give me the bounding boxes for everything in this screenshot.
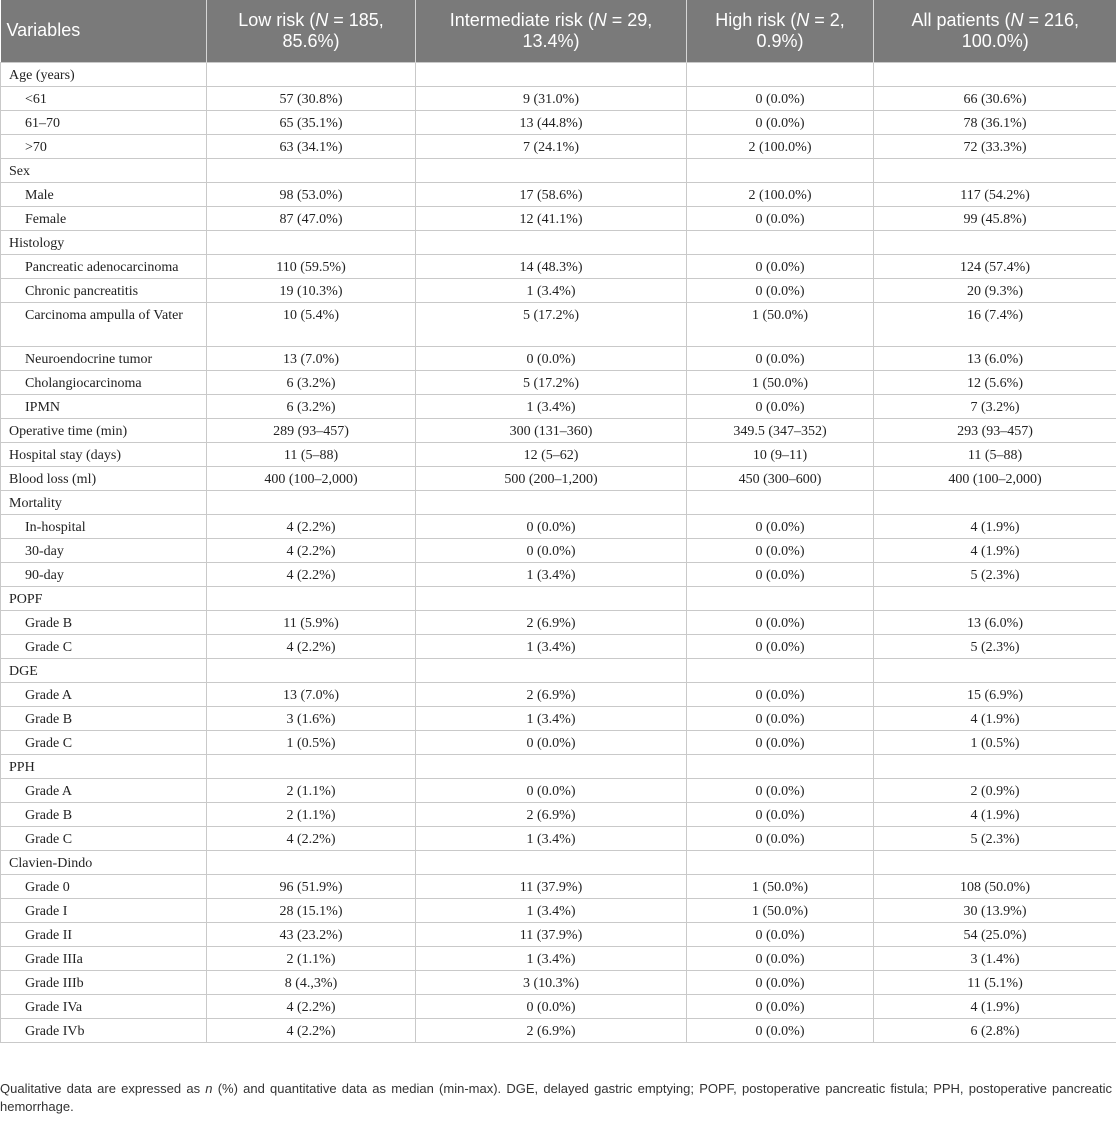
table-row bbox=[1, 254, 1116, 278]
table-row bbox=[1, 826, 1116, 850]
value-cell bbox=[207, 158, 416, 182]
value-cell: 1 (50.0%) bbox=[687, 370, 874, 394]
value-cell: 4 (2.2%) bbox=[207, 1018, 416, 1042]
value-cell bbox=[416, 158, 687, 182]
value-cell: 30 (13.9%) bbox=[874, 898, 1116, 922]
value-cell: 65 (35.1%) bbox=[207, 110, 416, 134]
value-cell: 5 (2.3%) bbox=[874, 826, 1116, 850]
value-cell: 2 (1.1%) bbox=[207, 802, 416, 826]
row-label: Grade C bbox=[1, 826, 207, 850]
row-label: Male bbox=[1, 182, 207, 206]
value-cell: 4 (2.2%) bbox=[207, 562, 416, 586]
value-cell bbox=[207, 230, 416, 254]
value-cell bbox=[416, 62, 687, 86]
value-cell: 0 (0.0%) bbox=[416, 538, 687, 562]
table-row bbox=[1, 418, 1116, 442]
value-cell bbox=[687, 586, 874, 610]
table-row bbox=[1, 538, 1116, 562]
value-cell: 289 (93–457) bbox=[207, 418, 416, 442]
value-cell bbox=[207, 62, 416, 86]
value-cell: 99 (45.8%) bbox=[874, 206, 1116, 230]
value-cell: 0 (0.0%) bbox=[687, 994, 874, 1018]
table-row bbox=[1, 206, 1116, 230]
value-cell: 5 (17.2%) bbox=[416, 370, 687, 394]
value-cell: 0 (0.0%) bbox=[687, 610, 874, 634]
table-row bbox=[1, 874, 1116, 898]
value-cell: 11 (5.9%) bbox=[207, 610, 416, 634]
value-cell: 0 (0.0%) bbox=[687, 682, 874, 706]
value-cell: 72 (33.3%) bbox=[874, 134, 1116, 158]
table-row bbox=[1, 230, 1116, 254]
value-cell: 11 (5–88) bbox=[207, 442, 416, 466]
row-label: Grade A bbox=[1, 682, 207, 706]
value-cell: 400 (100–2,000) bbox=[874, 466, 1116, 490]
value-cell: 0 (0.0%) bbox=[416, 346, 687, 370]
row-label: DGE bbox=[1, 658, 207, 682]
value-cell: 110 (59.5%) bbox=[207, 254, 416, 278]
table-row bbox=[1, 946, 1116, 970]
row-label: Cholangiocarcinoma bbox=[1, 370, 207, 394]
value-cell: 0 (0.0%) bbox=[687, 778, 874, 802]
table-row bbox=[1, 610, 1116, 634]
row-label: PPH bbox=[1, 754, 207, 778]
value-cell: 1 (3.4%) bbox=[416, 946, 687, 970]
value-cell: 0 (0.0%) bbox=[687, 1018, 874, 1042]
value-cell: 1 (3.4%) bbox=[416, 562, 687, 586]
table-row bbox=[1, 970, 1116, 994]
value-cell: 4 (1.9%) bbox=[874, 802, 1116, 826]
value-cell: 87 (47.0%) bbox=[207, 206, 416, 230]
value-cell: 1 (3.4%) bbox=[416, 826, 687, 850]
value-cell bbox=[874, 586, 1116, 610]
value-cell: 4 (1.9%) bbox=[874, 538, 1116, 562]
row-label: Grade C bbox=[1, 730, 207, 754]
table-row bbox=[1, 658, 1116, 682]
header-low-risk: Low risk (N = 185, 85.6%) bbox=[207, 0, 416, 62]
value-cell: 0 (0.0%) bbox=[687, 278, 874, 302]
table-row bbox=[1, 922, 1116, 946]
row-label: Clavien-Dindo bbox=[1, 850, 207, 874]
value-cell: 9 (31.0%) bbox=[416, 86, 687, 110]
value-cell bbox=[874, 850, 1116, 874]
header-all-patients: All patients (N = 216, 100.0%) bbox=[874, 0, 1116, 62]
value-cell bbox=[207, 586, 416, 610]
table-row bbox=[1, 62, 1116, 86]
value-cell: 0 (0.0%) bbox=[687, 562, 874, 586]
value-cell: 4 (1.9%) bbox=[874, 994, 1116, 1018]
value-cell bbox=[687, 850, 874, 874]
table-row bbox=[1, 278, 1116, 302]
value-cell: 20 (9.3%) bbox=[874, 278, 1116, 302]
value-cell bbox=[207, 850, 416, 874]
value-cell bbox=[874, 658, 1116, 682]
header-variables: Variables bbox=[1, 0, 207, 62]
row-label: 90-day bbox=[1, 562, 207, 586]
value-cell bbox=[416, 754, 687, 778]
value-cell bbox=[874, 754, 1116, 778]
value-cell: 1 (50.0%) bbox=[687, 898, 874, 922]
row-label: Grade B bbox=[1, 802, 207, 826]
row-label: Grade IVa bbox=[1, 994, 207, 1018]
value-cell: 6 (2.8%) bbox=[874, 1018, 1116, 1042]
table-row bbox=[1, 778, 1116, 802]
value-cell: 0 (0.0%) bbox=[687, 970, 874, 994]
value-cell: 2 (6.9%) bbox=[416, 682, 687, 706]
value-cell: 0 (0.0%) bbox=[416, 514, 687, 538]
value-cell: 5 (2.3%) bbox=[874, 634, 1116, 658]
value-cell: 12 (5–62) bbox=[416, 442, 687, 466]
value-cell: 500 (200–1,200) bbox=[416, 466, 687, 490]
value-cell: 13 (6.0%) bbox=[874, 346, 1116, 370]
row-label: Grade IIIa bbox=[1, 946, 207, 970]
table-row bbox=[1, 394, 1116, 418]
table-row bbox=[1, 586, 1116, 610]
value-cell: 3 (1.4%) bbox=[874, 946, 1116, 970]
value-cell: 0 (0.0%) bbox=[687, 538, 874, 562]
value-cell: 11 (37.9%) bbox=[416, 922, 687, 946]
table-row bbox=[1, 754, 1116, 778]
value-cell: 7 (3.2%) bbox=[874, 394, 1116, 418]
table-row bbox=[1, 370, 1116, 394]
row-label: Operative time (min) bbox=[1, 418, 207, 442]
value-cell: 54 (25.0%) bbox=[874, 922, 1116, 946]
value-cell: 2 (1.1%) bbox=[207, 946, 416, 970]
value-cell: 400 (100–2,000) bbox=[207, 466, 416, 490]
value-cell bbox=[416, 230, 687, 254]
value-cell: 0 (0.0%) bbox=[687, 922, 874, 946]
row-label: Neuroendocrine tumor bbox=[1, 346, 207, 370]
value-cell bbox=[416, 850, 687, 874]
value-cell: 3 (1.6%) bbox=[207, 706, 416, 730]
value-cell: 0 (0.0%) bbox=[687, 254, 874, 278]
value-cell: 0 (0.0%) bbox=[687, 634, 874, 658]
table-body bbox=[1, 62, 1116, 1042]
row-label: Grade I bbox=[1, 898, 207, 922]
value-cell: 0 (0.0%) bbox=[687, 802, 874, 826]
row-label: Carcinoma ampulla of Vater bbox=[1, 302, 207, 346]
row-label: 30-day bbox=[1, 538, 207, 562]
table-row bbox=[1, 682, 1116, 706]
value-cell: 15 (6.9%) bbox=[874, 682, 1116, 706]
value-cell bbox=[874, 490, 1116, 514]
row-label: Grade 0 bbox=[1, 874, 207, 898]
value-cell: 1 (50.0%) bbox=[687, 874, 874, 898]
value-cell: 2 (6.9%) bbox=[416, 610, 687, 634]
table-row bbox=[1, 442, 1116, 466]
value-cell: 8 (4.,3%) bbox=[207, 970, 416, 994]
value-cell: 293 (93–457) bbox=[874, 418, 1116, 442]
value-cell: 6 (3.2%) bbox=[207, 370, 416, 394]
value-cell: 1 (3.4%) bbox=[416, 278, 687, 302]
row-label: Grade B bbox=[1, 610, 207, 634]
value-cell: 4 (2.2%) bbox=[207, 994, 416, 1018]
value-cell bbox=[874, 230, 1116, 254]
row-label: Grade IIIb bbox=[1, 970, 207, 994]
row-label: Pancreatic adenocarcinoma bbox=[1, 254, 207, 278]
value-cell bbox=[207, 754, 416, 778]
row-label: Chronic pancreatitis bbox=[1, 278, 207, 302]
value-cell bbox=[874, 62, 1116, 86]
value-cell: 3 (10.3%) bbox=[416, 970, 687, 994]
value-cell: 11 (5–88) bbox=[874, 442, 1116, 466]
value-cell: 57 (30.8%) bbox=[207, 86, 416, 110]
value-cell: 5 (17.2%) bbox=[416, 302, 687, 346]
table-row bbox=[1, 730, 1116, 754]
table-row bbox=[1, 134, 1116, 158]
value-cell: 1 (3.4%) bbox=[416, 394, 687, 418]
value-cell: 0 (0.0%) bbox=[687, 394, 874, 418]
value-cell: 1 (3.4%) bbox=[416, 898, 687, 922]
value-cell: 4 (1.9%) bbox=[874, 706, 1116, 730]
value-cell: 10 (5.4%) bbox=[207, 302, 416, 346]
row-label: Grade B bbox=[1, 706, 207, 730]
value-cell: 19 (10.3%) bbox=[207, 278, 416, 302]
value-cell bbox=[207, 658, 416, 682]
value-cell bbox=[687, 158, 874, 182]
value-cell: 13 (7.0%) bbox=[207, 346, 416, 370]
value-cell: 108 (50.0%) bbox=[874, 874, 1116, 898]
value-cell: 17 (58.6%) bbox=[416, 182, 687, 206]
row-label: >70 bbox=[1, 134, 207, 158]
value-cell: 4 (2.2%) bbox=[207, 634, 416, 658]
value-cell: 28 (15.1%) bbox=[207, 898, 416, 922]
value-cell: 0 (0.0%) bbox=[687, 110, 874, 134]
table-row bbox=[1, 86, 1116, 110]
header-high-risk: High risk (N = 2, 0.9%) bbox=[687, 0, 874, 62]
value-cell: 1 (0.5%) bbox=[207, 730, 416, 754]
row-label: POPF bbox=[1, 586, 207, 610]
table-row bbox=[1, 562, 1116, 586]
value-cell: 6 (3.2%) bbox=[207, 394, 416, 418]
value-cell: 2 (6.9%) bbox=[416, 1018, 687, 1042]
row-label: Mortality bbox=[1, 490, 207, 514]
value-cell: 12 (5.6%) bbox=[874, 370, 1116, 394]
value-cell: 5 (2.3%) bbox=[874, 562, 1116, 586]
row-label: Sex bbox=[1, 158, 207, 182]
row-label: Grade II bbox=[1, 922, 207, 946]
value-cell: 0 (0.0%) bbox=[687, 206, 874, 230]
value-cell: 0 (0.0%) bbox=[416, 778, 687, 802]
table-row bbox=[1, 994, 1116, 1018]
value-cell: 96 (51.9%) bbox=[207, 874, 416, 898]
value-cell: 4 (2.2%) bbox=[207, 514, 416, 538]
value-cell: 1 (0.5%) bbox=[874, 730, 1116, 754]
row-label: Grade C bbox=[1, 634, 207, 658]
value-cell bbox=[416, 490, 687, 514]
table-row bbox=[1, 514, 1116, 538]
value-cell: 4 (2.2%) bbox=[207, 826, 416, 850]
value-cell: 450 (300–600) bbox=[687, 466, 874, 490]
table-row bbox=[1, 706, 1116, 730]
value-cell: 78 (36.1%) bbox=[874, 110, 1116, 134]
value-cell: 0 (0.0%) bbox=[687, 346, 874, 370]
value-cell: 98 (53.0%) bbox=[207, 182, 416, 206]
value-cell bbox=[207, 490, 416, 514]
row-label: Age (years) bbox=[1, 62, 207, 86]
row-label: 61–70 bbox=[1, 110, 207, 134]
value-cell: 7 (24.1%) bbox=[416, 134, 687, 158]
value-cell: 0 (0.0%) bbox=[416, 730, 687, 754]
table-row bbox=[1, 302, 1116, 346]
row-label: Hospital stay (days) bbox=[1, 442, 207, 466]
table-row bbox=[1, 802, 1116, 826]
value-cell: 11 (5.1%) bbox=[874, 970, 1116, 994]
value-cell bbox=[687, 62, 874, 86]
table-row bbox=[1, 182, 1116, 206]
value-cell: 2 (100.0%) bbox=[687, 182, 874, 206]
value-cell: 11 (37.9%) bbox=[416, 874, 687, 898]
value-cell: 4 (1.9%) bbox=[874, 514, 1116, 538]
header-intermediate-risk: Intermediate risk (N = 29, 13.4%) bbox=[416, 0, 687, 62]
value-cell bbox=[416, 586, 687, 610]
value-cell: 0 (0.0%) bbox=[687, 826, 874, 850]
value-cell: 117 (54.2%) bbox=[874, 182, 1116, 206]
value-cell: 2 (6.9%) bbox=[416, 802, 687, 826]
value-cell: 10 (9–11) bbox=[687, 442, 874, 466]
value-cell: 12 (41.1%) bbox=[416, 206, 687, 230]
value-cell: 1 (50.0%) bbox=[687, 302, 874, 346]
value-cell bbox=[687, 490, 874, 514]
table-row bbox=[1, 346, 1116, 370]
value-cell: 2 (100.0%) bbox=[687, 134, 874, 158]
row-label: Blood loss (ml) bbox=[1, 466, 207, 490]
value-cell: 0 (0.0%) bbox=[687, 514, 874, 538]
table-row bbox=[1, 634, 1116, 658]
table-row bbox=[1, 898, 1116, 922]
table-row bbox=[1, 490, 1116, 514]
value-cell bbox=[687, 754, 874, 778]
row-label: Female bbox=[1, 206, 207, 230]
row-label: In-hospital bbox=[1, 514, 207, 538]
value-cell bbox=[687, 658, 874, 682]
value-cell: 124 (57.4%) bbox=[874, 254, 1116, 278]
row-label: IPMN bbox=[1, 394, 207, 418]
value-cell: 14 (48.3%) bbox=[416, 254, 687, 278]
value-cell: 349.5 (347–352) bbox=[687, 418, 874, 442]
row-label: Grade IVb bbox=[1, 1018, 207, 1042]
value-cell: 13 (44.8%) bbox=[416, 110, 687, 134]
value-cell: 300 (131–360) bbox=[416, 418, 687, 442]
value-cell: 2 (1.1%) bbox=[207, 778, 416, 802]
value-cell: 1 (3.4%) bbox=[416, 634, 687, 658]
value-cell: 4 (2.2%) bbox=[207, 538, 416, 562]
table-row bbox=[1, 850, 1116, 874]
value-cell bbox=[687, 230, 874, 254]
value-cell: 0 (0.0%) bbox=[687, 730, 874, 754]
value-cell: 0 (0.0%) bbox=[687, 706, 874, 730]
table-header-row bbox=[1, 0, 1116, 62]
value-cell: 0 (0.0%) bbox=[416, 994, 687, 1018]
value-cell: 13 (7.0%) bbox=[207, 682, 416, 706]
table-row bbox=[1, 466, 1116, 490]
value-cell: 0 (0.0%) bbox=[687, 946, 874, 970]
value-cell: 63 (34.1%) bbox=[207, 134, 416, 158]
value-cell bbox=[874, 158, 1116, 182]
table-row bbox=[1, 110, 1116, 134]
value-cell: 43 (23.2%) bbox=[207, 922, 416, 946]
value-cell: 2 (0.9%) bbox=[874, 778, 1116, 802]
value-cell: 16 (7.4%) bbox=[874, 302, 1116, 346]
value-cell: 13 (6.0%) bbox=[874, 610, 1116, 634]
value-cell: 0 (0.0%) bbox=[687, 86, 874, 110]
table-footnote: Qualitative data are expressed as n (%) and quantitative data as median (min-max). DGE, delayed gastric emptying; POPF, postoperative pancreatic fistula; PPH, postoperative pancreatic hemorrhage. bbox=[0, 1081, 1112, 1114]
row-label: Grade A bbox=[1, 778, 207, 802]
value-cell bbox=[416, 658, 687, 682]
value-cell: 1 (3.4%) bbox=[416, 706, 687, 730]
table-row bbox=[1, 158, 1116, 182]
value-cell: 66 (30.6%) bbox=[874, 86, 1116, 110]
row-label: <61 bbox=[1, 86, 207, 110]
row-label: Histology bbox=[1, 230, 207, 254]
table-row bbox=[1, 1018, 1116, 1042]
